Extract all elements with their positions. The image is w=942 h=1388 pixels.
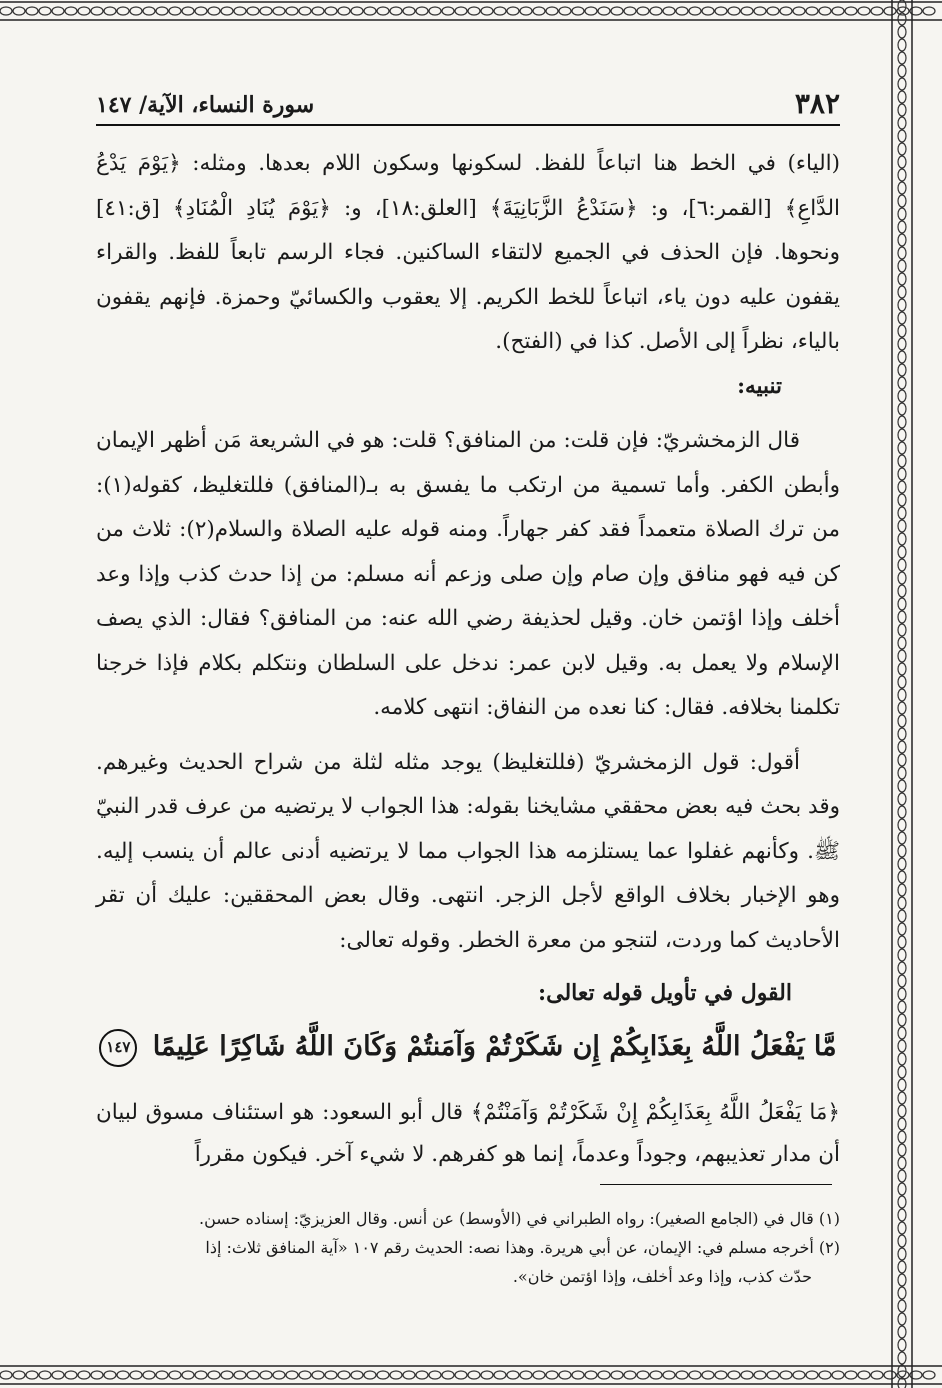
footnote-divider [600, 1184, 832, 1185]
subheading-note: تنبيه: [737, 373, 782, 399]
verse-text: مَّا يَفْعَلُ اللَّهُ بِعَذَابِكُمْ إِن شَكَرْتُمْ وَآمَنتُمْ وَكَانَ اللَّهُ شَاكِرًا عَلِيمًا [152, 1031, 837, 1062]
ornamental-border-top [0, 0, 942, 22]
surah-title: سورة النساء، الآية/ ١٤٧ [96, 92, 315, 118]
footnote-2: (٢) أخرجه مسلم في: الإيمان، عن أبي هريرة. وهذا نصه: الحديث رقم ١٠٧ «آية المنافق ثلاث: إذا [205, 1238, 840, 1257]
footnote-2-continued: حدّث كذب، وإذا وعد أخلف، وإذا اؤتمن خان». [512, 1267, 812, 1286]
section-heading: القول في تأويل قوله تعالى: [538, 980, 792, 1006]
paragraph-1: (الياء) في الخط هنا اتباعاً للفظ. لسكونها وسكون اللام بعدها. ومثله: ﴿يَوْمَ يَدْعُ الدَّاعِ﴾ [القمر:٦]، و: ﴿سَنَدْعُ الزَّبَانِيَةَ﴾ [العلق:١٨]، و: ﴿يَوْمَ يُنَادِ الْمُنَادِ﴾ [ق:٤١] ونحوها. فإن الحذف في الجميع لالتقاء الساكنين. فجاء الرسم تابعاً للفظ. والقراء يقفون عليه دون ياء، اتباعاً للخط الكريم. إلا يعقوب والكسائيّ وحمزة. فإنهم يقفون بالياء، نظراً إلى الأصل. كذا في (الفتح). [96, 151, 840, 354]
verse-number-badge: ١٤٧ [99, 1029, 137, 1067]
page-header [96, 78, 840, 126]
ornamental-border-bottom [0, 1364, 942, 1386]
page-number: ٣٨٢ [794, 87, 840, 120]
ornamental-border-right [890, 0, 914, 1388]
footnotes [96, 1204, 840, 1291]
tafsir-paragraph: ﴿مَا يَفْعَلُ اللَّهُ بِعَذَابِكُمْ إِنْ شَكَرْتُمْ وَآمَنْتُمْ﴾ قال أبو السعود: هو استئناف مسوق لبيان أن مدار تعذيبهم، وجوداً وعدماً، إنما هو كفرهم. لا شيء آخر. فيكون مقرراً [96, 1100, 840, 1167]
paragraph-3: أقول: قول الزمخشريّ (فللتغليظ) يوجد مثله لثلة من شراح الحديث وغيرهم. وقد بحث فيه بعض محققي مشايخنا بقوله: هذا الجواب لا يرتضيه من عرف قدر النبيّ ﷺ. وكأنهم غفلوا عما يستلزمه هذا الجواب مما لا يرتضيه أدنى عالم أن ينسب إليه. وهو الإخبار بخلاف الواقع لأجل الزجر. انتهى. وقال بعض المحققين: عليك أن تقر الأحاديث كما وردت، لتنجو من معرة الخطر. وقوله تعالى: [96, 749, 840, 953]
paragraph-2: قال الزمخشريّ: فإن قلت: من المنافق؟ قلت: هو في الشريعة مَن أظهر الإيمان وأبطن الكفر. وأما تسمية من ارتكب ما يفسق به بـ(المنافق) فللتغليظ، كقوله(١): من ترك الصلاة متعمداً فقد كفر جهاراً. ومنه قوله عليه الصلاة والسلام(٢): ثلاث من كن فيه فهو منافق وإن صام وإن صلى وزعم أنه مسلم: من إذا حدث كذب وإذا وعد أخلف وإذا اؤتمن خان. وقيل لحذيفة رضي الله عنه: من المنافق؟ فقال: الذي يصف الإسلام ولا يعمل به. وقيل لابن عمر: ندخل على السلطان ونتكلم بكلام فإذا خرجنا تكلمنا بخلافه. فقال: كنا نعده من النفاق: انتهى كلامه. [96, 428, 840, 720]
quran-verse [96, 1024, 840, 1070]
main-text [96, 142, 840, 963]
footnote-1: (١) قال في (الجامع الصغير): رواه الطبراني في (الأوسط) عن أنس. وقال العزيزيّ: إسناده حسن. [199, 1209, 840, 1228]
